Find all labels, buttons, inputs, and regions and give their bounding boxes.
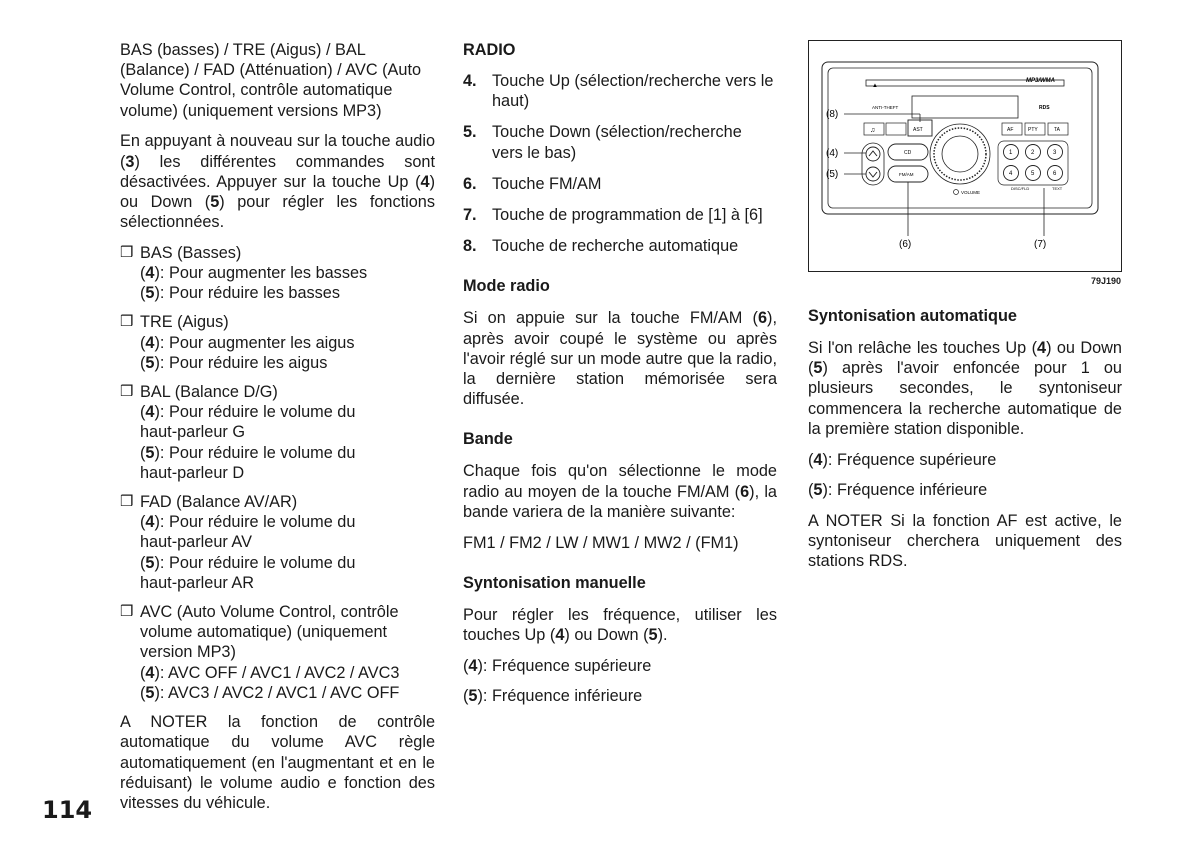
text-fragment: ) les différentes commandes sont désactivées. Appuyer sur la touche Up ( [120,152,435,191]
bold-key: 5 [813,481,823,500]
radio-panel-figure [808,40,1122,272]
manual-tuning-heading: Syntonisation manuelle [463,573,646,592]
list-item-body [140,602,435,703]
intro-paragraph: BAS (basses) / TRE (Aigus) / BAL (Balance) / FAD (Atténuation) / AVC (Auto Volume Control, contrôle automatique volume) (uniquement versions MP3) [120,41,422,120]
bold-key: 6 [740,482,750,501]
avc-note: A NOTER la fonction de contrôle automatique du volume AVC règle automatiquement (en l'augmentant et en le réduisant) le volume audio e fonction des vitesses du véhicule. [120,713,435,812]
bold-key: 4 [1037,339,1047,357]
numbered-item [463,236,777,256]
text-fragment: ): AVC3 / AVC2 / AVC1 / AVC OFF [154,683,400,702]
text-fragment: ): Pour augmenter les aigus [154,333,355,352]
bold-key: 4 [145,264,155,283]
preset-6: 6 [1053,171,1057,177]
auto-tuning-heading: Syntonisation automatique [808,307,1017,325]
list-item-line: (4): AVC OFF / AVC1 / AVC2 / AVC3 [140,663,400,682]
callout-4: (4) [826,148,839,159]
numbered-item [463,71,777,111]
bold-key: 4 [145,663,155,682]
auto-tuning-paragraph [808,338,1122,439]
list-item-title: TRE (Aigus) [140,313,229,332]
list-item-body [140,492,435,593]
text-fragment: Si on appuie sur la touche FM/AM ( [463,309,758,328]
mp3-logo: MP3/WMA [1026,78,1055,84]
text-fragment: ): Pour réduire le volume du haut-parleur D [140,443,356,482]
text-fragment: ): Pour réduire le volume du haut-parleur AR [140,553,356,592]
mode-radio-paragraph [463,308,777,409]
music-note-icon: ♫ [870,127,876,134]
list-item-bal [120,382,435,483]
numbered-item [463,122,777,162]
numbered-item [463,205,777,225]
bold-key: 6 [757,309,768,328]
bold-key: 5 [145,443,155,462]
item-text: Touche de recherche automatique [492,237,739,256]
band-heading: Bande [463,430,513,449]
fmam-label: FM/AM [899,172,914,177]
text-fragment: ): Fréquence supérieure [477,656,652,675]
list-item-line: (4): Pour réduire le volume du haut-parleur G [140,403,356,442]
item-text: Touche FM/AM [492,174,602,193]
checkbox-icon: ❒ [120,383,134,401]
text-fragment: ), après avoir coupé le système ou après l'avoir réglé sur un mode autre que la radio, la dernière station mémorisée sera diffusée. [463,309,777,409]
disc-label: DISC/FLD [1011,186,1030,191]
bold-key: 5 [145,284,155,303]
pty-label: PTY [1028,127,1038,133]
list-item-line: (4): Pour augmenter les aigus [140,333,355,352]
list-item-title: BAL (Balance D/G) [140,383,278,402]
callout-7: (7) [1034,239,1047,250]
bold-key: 5 [813,359,823,378]
callout-6: (6) [899,239,912,250]
preset-5: 5 [1031,171,1035,177]
item-text: Touche Down (sélection/recherche vers le bas) [492,123,742,162]
bold-key: 5 [468,687,478,706]
list-item-line: (5): Pour réduire le volume du haut-parleur AR [140,553,356,592]
list-item-body [140,312,435,373]
text-fragment: ) ou Down ( [564,625,649,644]
list-item-fad [120,492,435,593]
checkbox-icon: ❒ [120,243,134,261]
preset-3: 3 [1053,150,1057,156]
item-number: 7. [463,206,477,225]
freq-down-line: (5): Fréquence inférieure [463,687,643,706]
list-item-line: (5): Pour réduire le volume du haut-parleur D [140,443,356,482]
list-item-tre [120,312,435,373]
text-fragment: ) pour régler les fonctions sélectionnées. [120,192,435,232]
text-fragment: ). [657,625,668,644]
item-text: Touche Up (sélection/recherche vers le haut) [492,72,774,111]
rds-logo: RDS [1039,105,1050,111]
callout-5: (5) [826,169,839,180]
text-fragment: ): AVC OFF / AVC1 / AVC2 / AVC3 [154,663,400,682]
text-fragment: ): Fréquence supérieure [822,450,997,469]
bold-key: 5 [648,625,658,644]
list-item-avc [120,602,435,703]
list-item-line: (4): Pour réduire le volume du haut-parleur AV [140,513,356,552]
preset-2: 2 [1031,150,1035,156]
freq-down-line: (5): Fréquence inférieure [808,481,988,500]
text-fragment: ) après l'avoir enfoncée pour 1 ou plusieurs secondes, le syntoniseur commencera la recherche automatique de la première station disponible. [808,359,1122,438]
column-2 [463,40,777,717]
list-item-line: (4): Pour augmenter les basses [140,264,368,283]
bold-key: 4 [420,172,430,191]
item-number: 6. [463,174,477,193]
text-fragment: ): Pour réduire les aigus [154,353,328,372]
list-item-title: BAS (Basses) [140,243,242,262]
freq-up-line: (4): Fréquence supérieure [463,656,652,675]
mode-radio-heading: Mode radio [463,277,550,296]
freq-up-line: (4): Fréquence supérieure [808,450,997,469]
item-number: 5. [463,123,477,142]
checkbox-icon: ❒ [120,493,134,511]
preset-1: 1 [1009,150,1013,156]
bold-key: 4 [468,656,478,675]
list-item-line: (5): AVC3 / AVC2 / AVC1 / AVC OFF [140,683,400,702]
text-fragment: ): Fréquence inférieure [477,687,643,706]
bold-key: 4 [145,513,155,532]
ast-label: AST [913,127,923,133]
preset-4: 4 [1009,171,1013,177]
band-sequence: FM1 / FM2 / LW / MW1 / MW2 / (FM1) [463,533,739,552]
column-1 [120,40,435,824]
bold-key: 4 [145,403,155,422]
af-label: AF [1007,127,1014,133]
text-fragment: ): Pour réduire le volume du haut-parleur G [140,403,356,442]
volume-label: VOLUME [961,190,981,195]
band-paragraph [463,461,777,522]
checkbox-icon: ❒ [120,603,134,621]
page-number: 114 [42,796,93,824]
list-item-line: (5): Pour réduire les aigus [140,353,328,372]
eject-icon: ▲ [872,83,878,89]
text-fragment: ), la bande variera de la manière suivante: [463,482,777,521]
radio-panel-drawing [808,40,1122,272]
audio-paragraph [120,131,435,232]
list-item-title: FAD (Balance AV/AR) [140,493,298,512]
bold-key: 5 [145,553,155,572]
item-number: 8. [463,237,477,256]
antitheft-label: ANTI-THEFT [872,105,899,110]
bold-key: 5 [145,683,155,702]
checkbox-icon: ❒ [120,313,134,331]
list-item-bas [120,243,435,304]
text-fragment: ): Pour augmenter les basses [154,264,368,283]
text-fragment: ): Pour réduire les basses [154,284,340,303]
list-item-line: (5): Pour réduire les basses [140,284,340,303]
text-fragment: ): Pour réduire le volume du haut-parleur AV [140,513,356,552]
text-fragment: Chaque fois qu'on sélectionne le mode radio au moyen de la touche FM/AM ( [463,462,777,501]
numbered-item [463,174,777,194]
radio-heading: RADIO [463,41,516,59]
item-text: Touche de programmation de [1] à [6] [492,206,763,225]
list-item-body [140,382,435,483]
item-number: 4. [463,72,477,90]
af-note: A NOTER Si la fonction AF est active, le syntoniseur cherchera uniquement des stations RDS. [808,511,1122,571]
callout-8: (8) [826,109,839,120]
bold-key: 4 [813,450,823,469]
figure-code: 79J190 [1091,276,1122,286]
text-fragment: Si l'on relâche les touches Up ( [808,339,1038,357]
cd-label: CD [904,150,912,156]
text-fragment: Pour régler les fréquence, utiliser les touches Up ( [463,605,777,644]
ta-label: TA [1054,127,1061,133]
bold-key: 4 [145,333,155,352]
bold-key: 4 [555,625,565,644]
text-fragment: ): Fréquence inférieure [822,481,988,500]
manual-tuning-paragraph [463,605,777,645]
text-label: TEXT [1052,186,1063,191]
list-item-title: AVC (Auto Volume Control, contrôle volume automatique) (uniquement version MP3) [140,603,399,662]
bold-key: 5 [145,353,155,372]
text-fragment: En appuyant à nouveau sur la touche audio ( [120,132,435,171]
bold-key: 5 [210,192,220,211]
text-fragment: ) ou Down ( [120,172,435,211]
column-3 [808,306,1122,582]
list-item-body [140,243,435,304]
bold-key: 3 [125,152,135,171]
text-fragment: ) ou Down ( [808,339,1122,378]
